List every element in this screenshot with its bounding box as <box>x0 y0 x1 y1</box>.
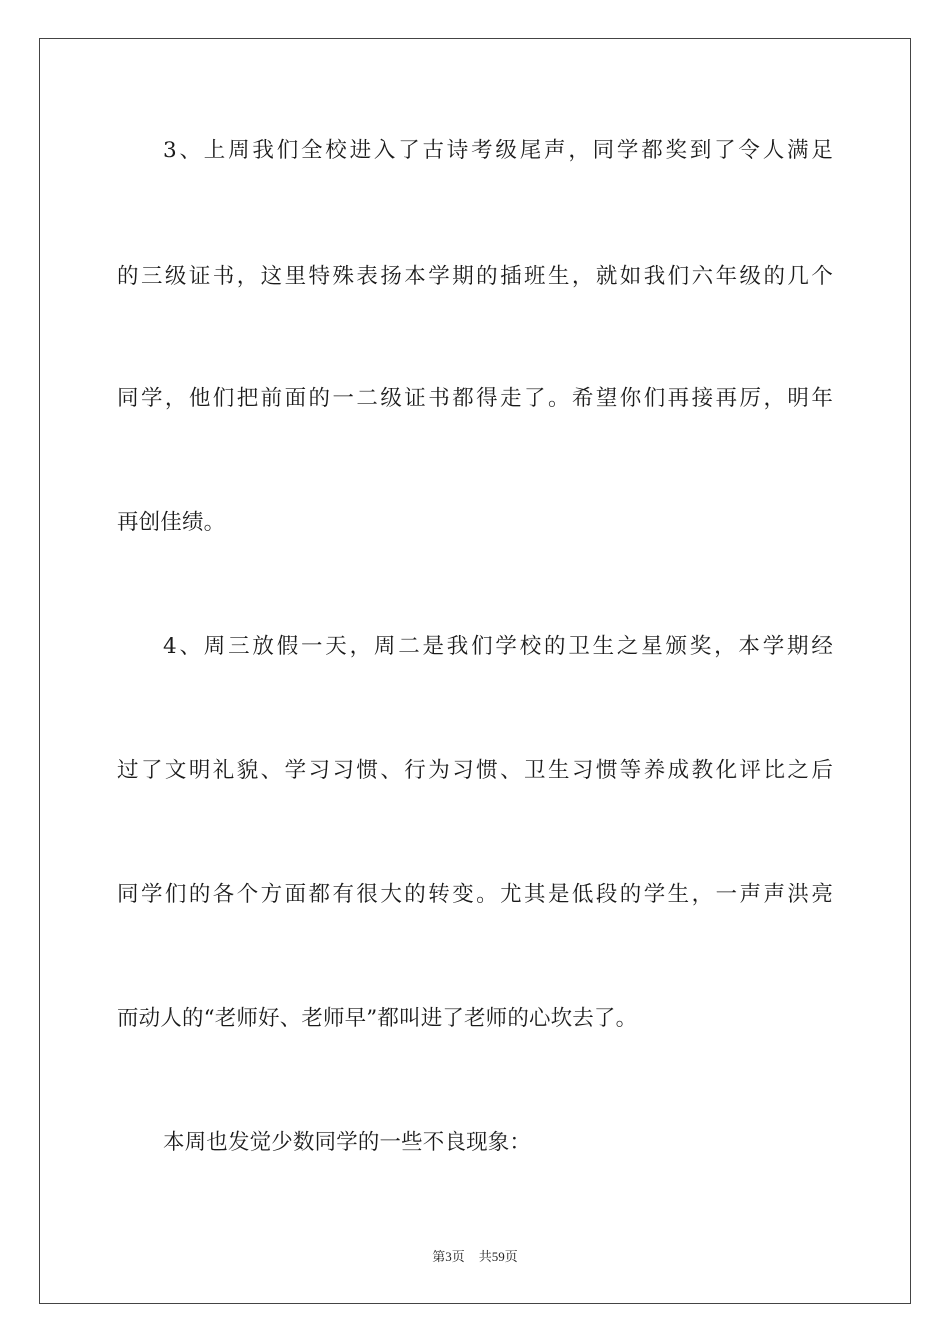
paragraph-3-line-1: 本周也发觉少数同学的一些不良现象： <box>163 1130 532 1155</box>
paragraph-2-line-3: 同学们的各个方面都有很大的转变。尤其是低段的学生，一声声洪亮 <box>117 882 833 907</box>
paragraph-1-line-4: 再创佳绩。 <box>117 510 226 535</box>
paragraph-1-line-2: 的三级证书，这里特殊表扬本学期的插班生，就如我们六年级的几个 <box>117 264 833 289</box>
paragraph-1-line-1: 3、上周我们全校进入了古诗考级尾声，同学都奖到了令人满足 <box>163 138 833 163</box>
page-total: 共59页 <box>478 1249 518 1264</box>
paragraph-2-line-2: 过了文明礼貌、学习习惯、行为习惯、卫生习惯等养成教化评比之后 <box>117 758 833 783</box>
page-footer <box>0 1248 950 1266</box>
paragraph-1-line-3: 同学，他们把前面的一二级证书都得走了。希望你们再接再厉，明年 <box>117 386 833 411</box>
page-number: 第3页 <box>432 1249 465 1264</box>
paragraph-2-line-4: 而动人的“老师好、老师早”都叫进了老师的心坎去了。 <box>117 1006 638 1031</box>
page-frame <box>39 38 911 1304</box>
paragraph-2-line-1: 4、周三放假一天，周二是我们学校的卫生之星颁奖，本学期经 <box>163 634 833 659</box>
